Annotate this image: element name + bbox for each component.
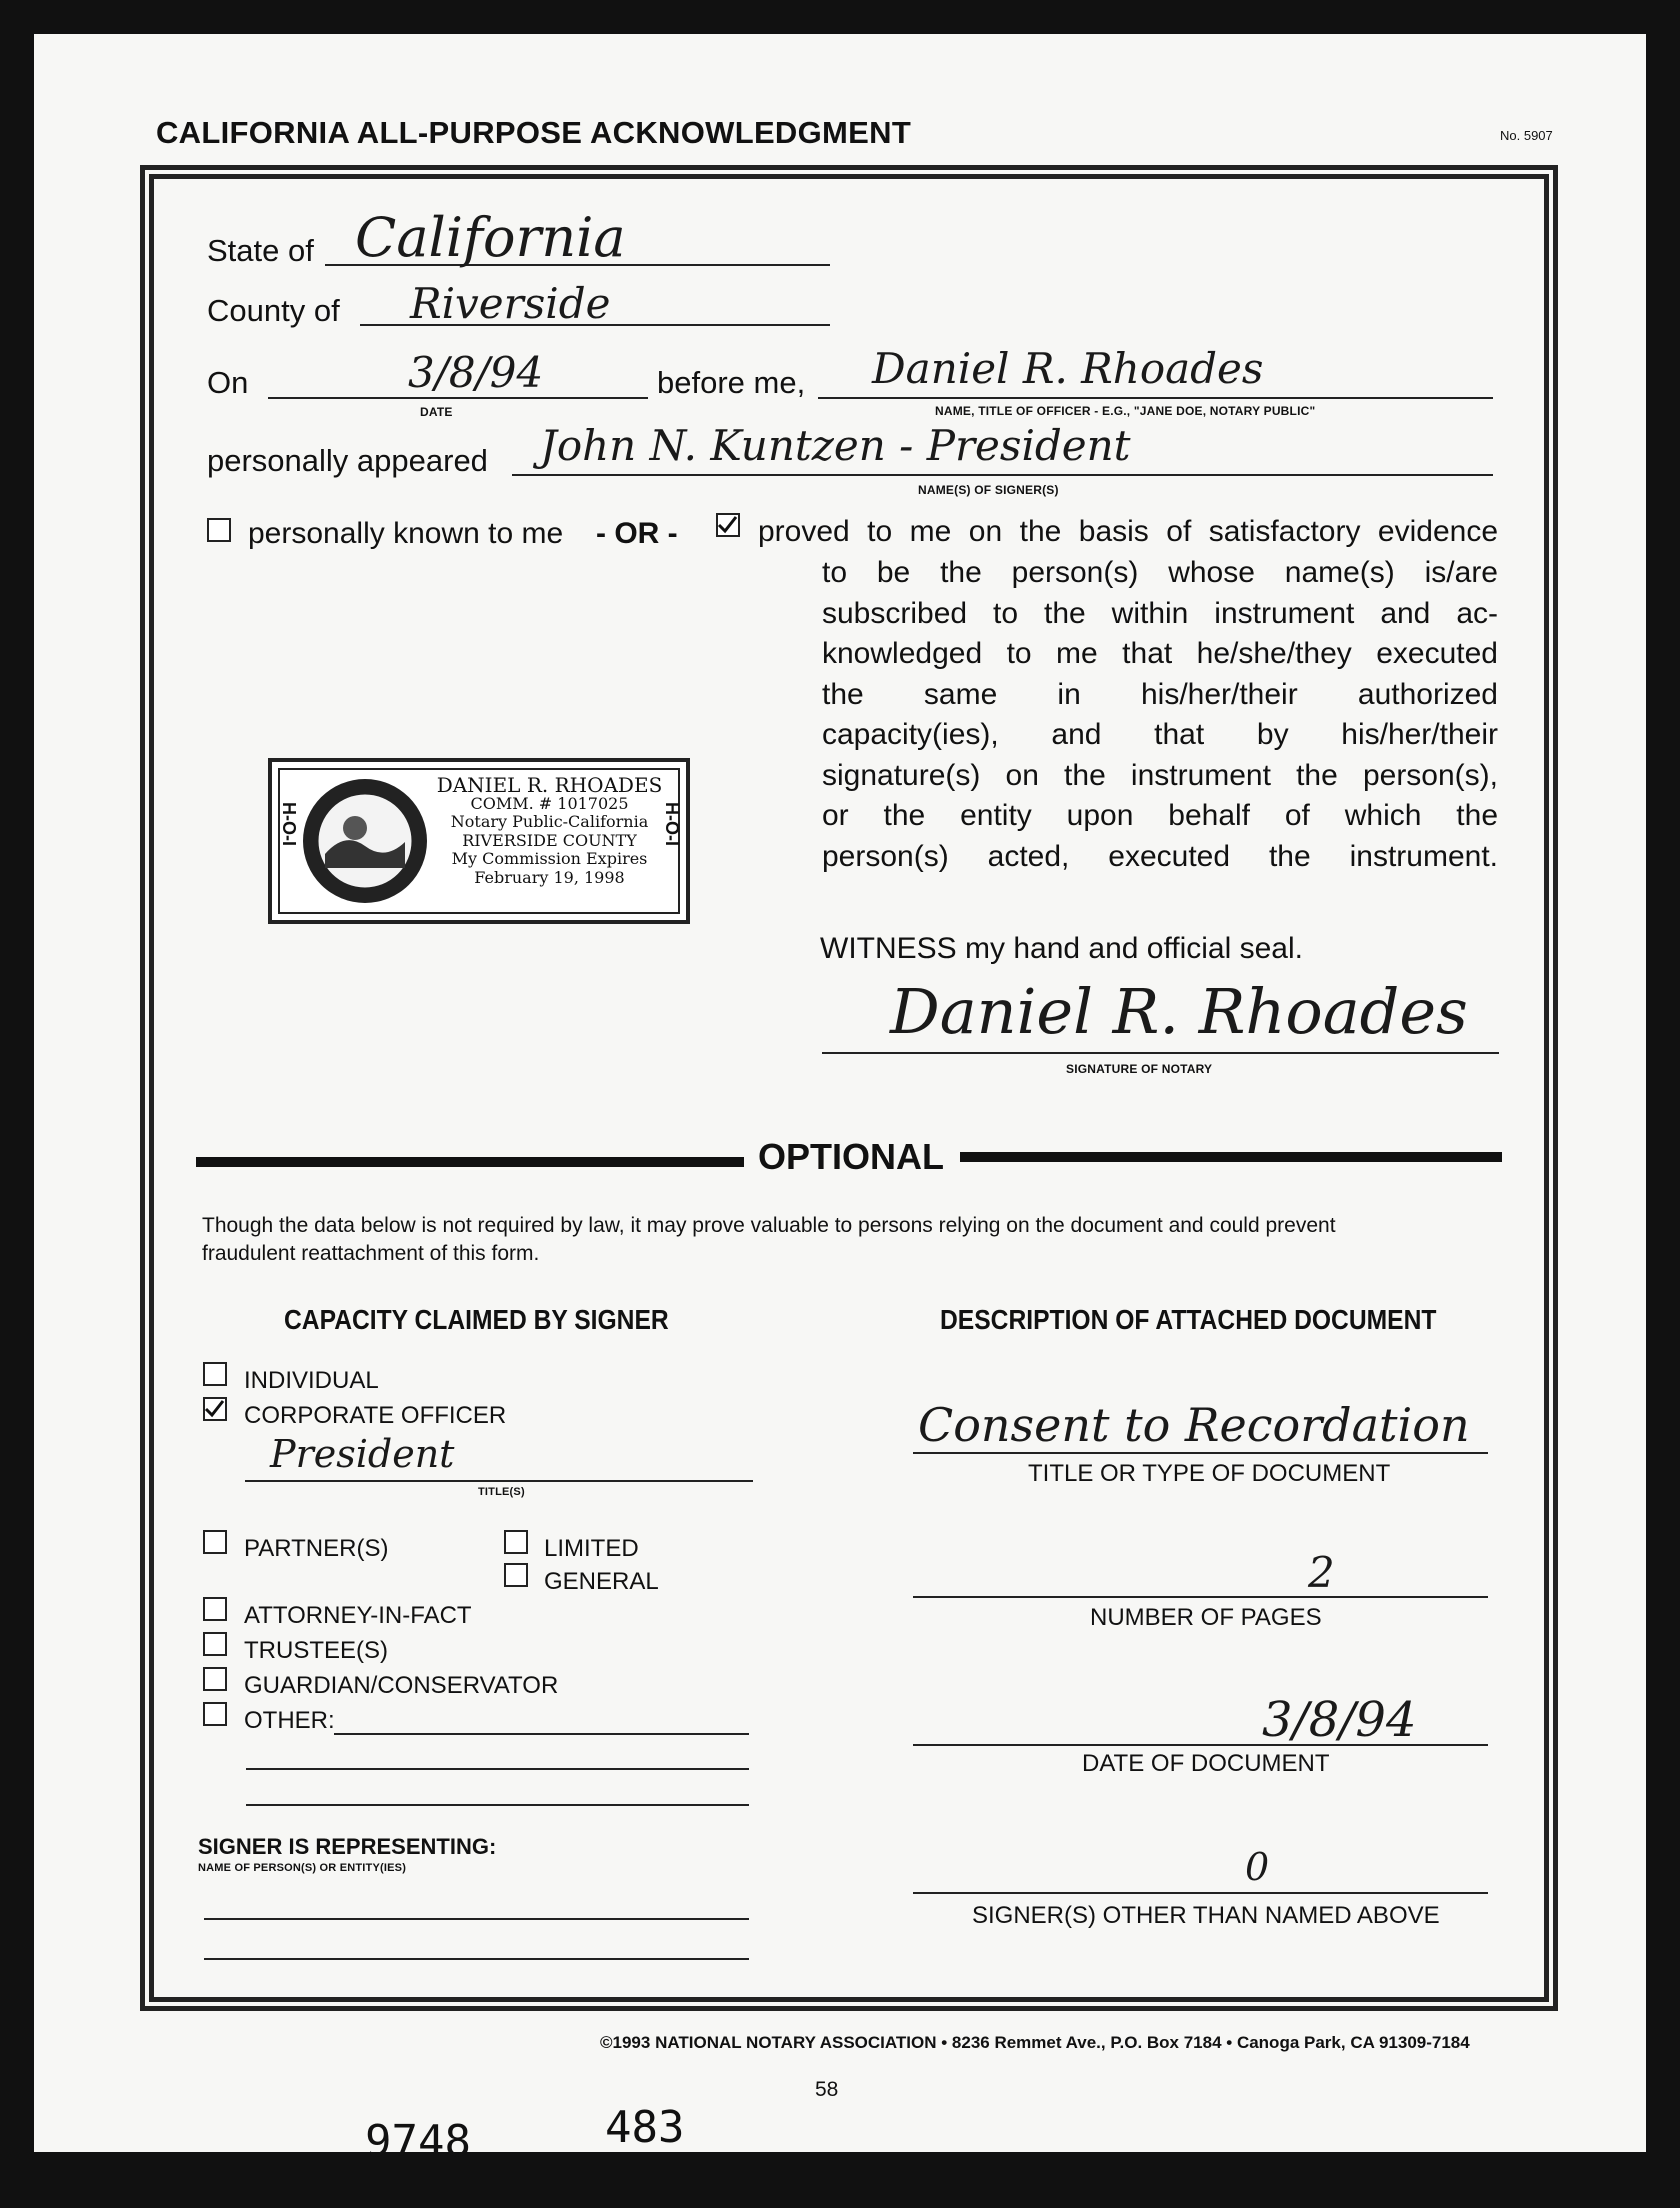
individual-label: INDIVIDUAL xyxy=(244,1367,379,1394)
titles-caption: TITLE(S) xyxy=(478,1486,525,1498)
proof-line: or the entity upon behalf of which the xyxy=(822,799,1498,832)
page-number: 58 xyxy=(815,2078,839,2101)
guardian-label: GUARDIAN/CONSERVATOR xyxy=(244,1672,559,1699)
corporate-officer-checkbox[interactable] xyxy=(203,1397,227,1421)
trustee-checkbox[interactable] xyxy=(203,1632,227,1656)
general-checkbox[interactable] xyxy=(504,1563,528,1587)
date-line xyxy=(268,397,648,399)
general-label: GENERAL xyxy=(544,1568,659,1595)
state-value: California xyxy=(355,206,626,269)
optional-note-line: Though the data below is not required by law, it may prove valuable to persons relying on the document and could prevent xyxy=(202,1214,1336,1237)
individual-checkbox[interactable] xyxy=(203,1362,227,1386)
representing-caption: NAME OF PERSON(S) OR ENTITY(IES) xyxy=(198,1862,407,1874)
copyright-footer: ©1993 NATIONAL NOTARY ASSOCIATION • 8236 Remmet Ave., P.O. Box 7184 • Canoga Park, CA 91309-7184 xyxy=(600,2033,1470,2052)
corporate-officer-label: CORPORATE OFFICER xyxy=(244,1402,507,1429)
date-value: 3/8/94 xyxy=(408,348,544,397)
signer-value: John N. Kuntzen - President xyxy=(540,421,1131,470)
pages-line xyxy=(913,1596,1488,1598)
trustee-label: TRUSTEE(S) xyxy=(244,1637,388,1664)
proof-line: signature(s) on the instrument the person(s), xyxy=(822,758,1498,792)
seal-line: February 19, 1998 xyxy=(474,867,625,887)
proof-line: person(s) acted, executed the instrument. xyxy=(822,839,1498,873)
before-me-label: before me, xyxy=(657,365,806,400)
optional-heading: OPTIONAL xyxy=(758,1136,944,1177)
seal-line: My Commission Expires xyxy=(451,849,648,868)
optional-rule-right xyxy=(960,1152,1502,1162)
other-line-2[interactable] xyxy=(246,1768,749,1770)
county-value: Riverside xyxy=(410,279,611,328)
proved-checkbox[interactable] xyxy=(716,513,740,537)
personally-known-label: personally known to me xyxy=(248,517,564,550)
seal-side-right: H-O-I xyxy=(662,802,682,846)
officer-caption: NAME, TITLE OF OFFICER - E.G., "JANE DOE, NOTARY PUBLIC" xyxy=(935,404,1316,418)
partners-label: PARTNER(S) xyxy=(244,1535,389,1562)
other-label: OTHER: xyxy=(244,1707,335,1734)
doc-date-caption: DATE OF DOCUMENT xyxy=(1082,1750,1330,1777)
signature-caption: SIGNATURE OF NOTARY xyxy=(1066,1062,1213,1076)
limited-label: LIMITED xyxy=(544,1535,639,1562)
or-label: - OR - xyxy=(596,517,678,550)
optional-note-line: fraudulent reattachment of this form. xyxy=(202,1242,540,1265)
other-line-3[interactable] xyxy=(246,1804,749,1806)
other-line[interactable] xyxy=(334,1733,749,1735)
optional-note xyxy=(202,1212,1336,1268)
seal-line: COMM. # 1017025 xyxy=(470,793,629,813)
other-signers-caption: SIGNER(S) OTHER THAN NAMED ABOVE xyxy=(972,1902,1440,1929)
proof-line: the same in his/her/their authorized xyxy=(822,677,1498,711)
proof-line: knowledged to me that he/she/they executed xyxy=(822,637,1498,670)
signer-line xyxy=(512,474,1493,476)
doc-title-value: Consent to Recordation xyxy=(918,1398,1470,1452)
officer-title-value: President xyxy=(270,1432,455,1476)
appeared-label: personally appeared xyxy=(207,443,488,478)
stamp-number-left: 9748 xyxy=(365,2116,471,2167)
other-signers-line xyxy=(913,1892,1488,1894)
representing-heading: SIGNER IS REPRESENTING: xyxy=(198,1834,497,1859)
representing-line[interactable] xyxy=(204,1918,749,1920)
checkmark-icon xyxy=(716,513,738,535)
description-heading: DESCRIPTION OF ATTACHED DOCUMENT xyxy=(940,1304,1437,1335)
attorney-checkbox[interactable] xyxy=(203,1597,227,1621)
signer-caption: NAME(S) OF SIGNER(S) xyxy=(918,483,1059,497)
doc-title-caption: TITLE OR TYPE OF DOCUMENT xyxy=(1028,1460,1391,1487)
guardian-checkbox[interactable] xyxy=(203,1667,227,1691)
seal-line: Notary Public-California xyxy=(450,812,649,831)
other-signers-value: 0 xyxy=(1245,1845,1270,1889)
attorney-label: ATTORNEY-IN-FACT xyxy=(244,1602,472,1629)
proof-line: subscribed to the within instrument and ac- xyxy=(822,596,1498,630)
notary-seal xyxy=(268,758,690,924)
state-label: State of xyxy=(207,233,314,268)
optional-rule-left xyxy=(196,1157,744,1167)
capacity-heading: CAPACITY CLAIMED BY SIGNER xyxy=(284,1304,669,1335)
pages-caption: NUMBER OF PAGES xyxy=(1090,1604,1322,1631)
limited-checkbox[interactable] xyxy=(504,1530,528,1554)
document-title: CALIFORNIA ALL-PURPOSE ACKNOWLEDGMENT xyxy=(156,115,912,150)
state-seal-icon xyxy=(300,776,430,906)
doc-title-line xyxy=(913,1452,1488,1454)
county-label: County of xyxy=(207,293,340,328)
witness-text: WITNESS my hand and official seal. xyxy=(820,932,1303,965)
other-checkbox[interactable] xyxy=(203,1702,227,1726)
proof-paragraph-first xyxy=(758,512,1498,553)
stamp-number-right: 483 xyxy=(605,2102,685,2153)
proof-line: proved to me on the basis of satisfactory evidence xyxy=(758,515,1498,548)
on-label: On xyxy=(207,365,249,400)
personally-known-checkbox[interactable] xyxy=(207,518,231,542)
officer-line xyxy=(818,397,1493,399)
seal-line: DANIEL R. RHOADES xyxy=(436,773,663,797)
partners-checkbox[interactable] xyxy=(203,1530,227,1554)
seal-line: RIVERSIDE COUNTY xyxy=(462,830,637,850)
checkmark-icon xyxy=(203,1397,225,1419)
seal-text xyxy=(422,773,677,887)
proof-line: to be the person(s) whose name(s) is/are xyxy=(822,556,1498,589)
doc-date-value: 3/8/94 xyxy=(1262,1692,1417,1748)
form-number: No. 5907 xyxy=(1500,128,1553,143)
proof-paragraph xyxy=(822,553,1498,877)
seal-side-left: H-O-I xyxy=(279,802,299,846)
representing-line-2[interactable] xyxy=(204,1958,749,1960)
date-caption: DATE xyxy=(420,405,453,419)
signature-line xyxy=(822,1052,1499,1054)
pages-value: 2 xyxy=(1308,1548,1335,1597)
officer-value: Daniel R. Rhoades xyxy=(872,344,1264,393)
proof-line: capacity(ies), and that by his/her/their xyxy=(822,718,1498,751)
officer-title-line xyxy=(245,1480,753,1482)
notary-signature: Daniel R. Rhoades xyxy=(890,975,1468,1048)
